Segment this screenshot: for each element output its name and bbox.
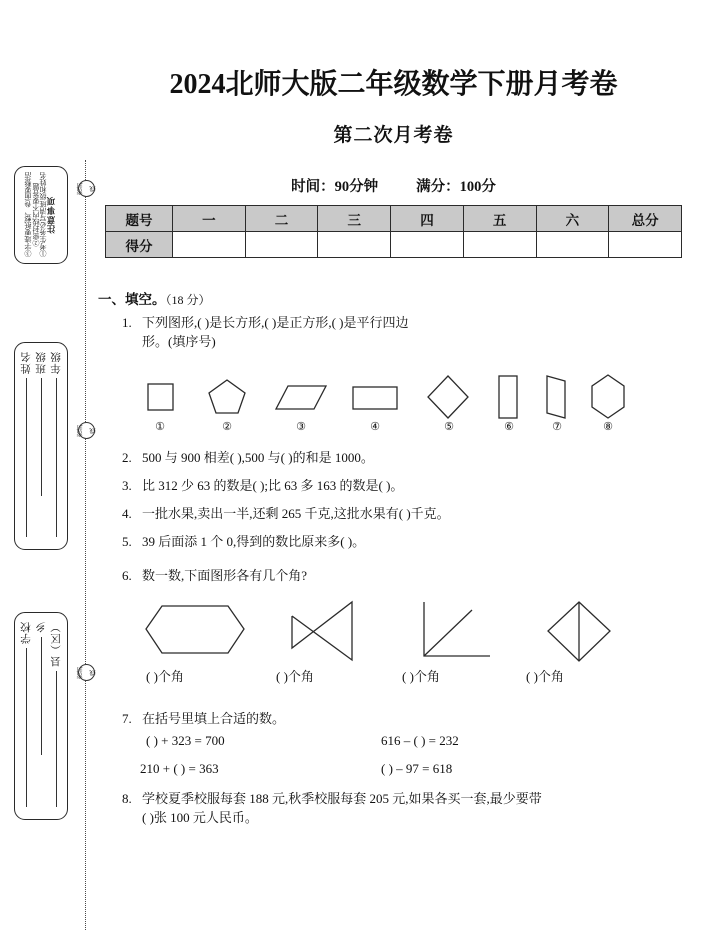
question-7-equation-2[interactable]: 616 – ( ) = 232 bbox=[381, 733, 459, 748]
question-1-shapes bbox=[96, 372, 691, 433]
question-3-number: 3. bbox=[122, 478, 132, 493]
shape-parallelogram bbox=[274, 382, 328, 414]
score-cell-5[interactable] bbox=[463, 232, 536, 258]
question-5-text: 39 后面添 1 个 0,得到的数比原来多( )。 bbox=[142, 534, 366, 549]
question-6-answer-1[interactable]: ( )个角 bbox=[146, 669, 184, 684]
shape-label-4: ④ bbox=[370, 421, 380, 433]
question-7 bbox=[122, 709, 285, 728]
time-label: 时间：90分钟 bbox=[291, 179, 379, 195]
score-cell-1[interactable] bbox=[173, 232, 246, 258]
field-school-line bbox=[26, 648, 27, 807]
notice-title: 注意事项 bbox=[46, 196, 56, 234]
shape-bowtie-triangles bbox=[286, 598, 358, 664]
score-table-col-6: 六 bbox=[536, 206, 609, 232]
score-table-col-total: 总分 bbox=[609, 206, 682, 232]
question-1 bbox=[122, 313, 707, 351]
field-school[interactable] bbox=[19, 621, 34, 811]
student-info-box-top bbox=[14, 342, 68, 550]
seal-marker-1-text: 密封线 bbox=[76, 182, 97, 195]
shape-square bbox=[142, 378, 178, 418]
question-5-number: 5. bbox=[122, 534, 132, 549]
seal-marker-1 bbox=[78, 180, 95, 197]
exam-meta bbox=[96, 175, 691, 196]
question-1-line2: 形。(填序号) bbox=[142, 334, 216, 349]
shape-rectangle bbox=[350, 382, 400, 414]
question-3 bbox=[122, 476, 403, 495]
question-7-equation-3[interactable]: 210 + ( ) = 363 bbox=[140, 761, 219, 776]
shape-label-5: ⑤ bbox=[444, 421, 454, 433]
question-8-line2[interactable]: ( )张 100 元人民币。 bbox=[142, 810, 258, 825]
question-7-equation-4[interactable]: ( ) – 97 = 618 bbox=[381, 761, 453, 776]
field-county[interactable] bbox=[49, 621, 64, 811]
table-row-scores bbox=[106, 232, 682, 258]
notice-item-1: ①考生务必写清班级和姓名 bbox=[39, 172, 48, 258]
question-6-shapes bbox=[96, 598, 691, 684]
question-4 bbox=[122, 504, 450, 523]
field-county-label: 县（区） bbox=[50, 621, 62, 667]
field-name-label: 姓名 bbox=[20, 351, 32, 374]
question-7-number: 7. bbox=[122, 711, 132, 726]
question-3-text: 比 312 少 63 的数是( );比 63 多 163 的数是( )。 bbox=[142, 478, 404, 493]
question-8-number: 8. bbox=[122, 791, 132, 806]
field-township-label: 乡 bbox=[35, 621, 47, 633]
score-table-col-1: 一 bbox=[173, 206, 246, 232]
score-cell-3[interactable] bbox=[318, 232, 391, 258]
page-title: 2024北师大版二年级数学下册月考卷 bbox=[169, 69, 618, 100]
question-6-text: 数一数,下面图形各有几个角? bbox=[142, 568, 308, 583]
seal-marker-2-text: 密封线 bbox=[76, 424, 97, 437]
page-subtitle: 第二次月考卷 bbox=[333, 125, 454, 146]
question-5 bbox=[122, 532, 365, 551]
question-1-number: 1. bbox=[122, 315, 132, 330]
field-class-line bbox=[41, 378, 42, 496]
score-table-col-4: 四 bbox=[391, 206, 464, 232]
question-4-text: 一批水果,卖出一半,还剩 265 千克,这批水果有( )千克。 bbox=[142, 506, 450, 521]
sealing-dotted-line bbox=[85, 160, 86, 930]
section-heading bbox=[98, 288, 211, 308]
shape-narrow-parallelogram bbox=[543, 374, 571, 420]
shape-hexagon-wide bbox=[144, 598, 246, 660]
field-township-line bbox=[41, 637, 42, 755]
score-cell-6[interactable] bbox=[536, 232, 609, 258]
score-cell-4[interactable] bbox=[391, 232, 464, 258]
score-table-col-3: 三 bbox=[318, 206, 391, 232]
question-2-text: 500 与 900 相差( ),500 与( )的和是 1000。 bbox=[142, 450, 374, 465]
question-2 bbox=[122, 448, 374, 467]
score-table-row-label-2: 得分 bbox=[106, 232, 173, 258]
field-grade-line bbox=[56, 378, 57, 537]
shape-label-2: ② bbox=[222, 421, 232, 433]
score-cell-total[interactable] bbox=[609, 232, 682, 258]
question-6-answer-2[interactable]: ( )个角 bbox=[276, 669, 314, 684]
exam-content bbox=[96, 0, 715, 930]
question-2-number: 2. bbox=[122, 450, 132, 465]
field-grade-label: 年级 bbox=[50, 351, 62, 374]
question-6-number: 6. bbox=[122, 568, 132, 583]
seal-marker-3 bbox=[78, 664, 95, 681]
shape-label-3: ③ bbox=[296, 421, 306, 433]
table-row-header bbox=[106, 206, 682, 232]
shape-label-6: ⑥ bbox=[504, 421, 514, 433]
total-score-label: 满分：100分 bbox=[416, 179, 496, 195]
seal-marker-3-text: 密封线 bbox=[76, 666, 97, 679]
field-class-label: 班级 bbox=[35, 351, 47, 374]
shape-tall-rectangle bbox=[494, 374, 522, 420]
notice-item-2: ②密封线内不要答题 bbox=[31, 183, 40, 247]
shape-pentagon bbox=[206, 376, 248, 418]
question-6 bbox=[122, 566, 307, 585]
section-heading-text: 一、填空。 bbox=[98, 292, 166, 307]
field-school-label: 学校 bbox=[20, 621, 32, 644]
field-county-line bbox=[56, 671, 57, 807]
shape-label-7: ⑦ bbox=[552, 421, 562, 433]
score-table-row-label-1: 题号 bbox=[106, 206, 173, 232]
left-margin bbox=[0, 0, 96, 930]
score-table bbox=[105, 205, 682, 258]
question-6-answer-4[interactable]: ( )个角 bbox=[526, 669, 564, 684]
shape-diamond-with-bar bbox=[544, 598, 614, 666]
question-8-line1: 学校夏季校服每套 188 元,秋季校服每套 205 元,如果各买一套,最少要带 bbox=[142, 791, 542, 806]
question-8 bbox=[122, 789, 707, 827]
field-grade[interactable] bbox=[49, 351, 64, 541]
question-6-answer-3[interactable]: ( )个角 bbox=[402, 669, 440, 684]
seal-marker-2 bbox=[78, 422, 95, 439]
section-points: （18 分） bbox=[165, 293, 211, 307]
question-1-line1: 下列图形,( )是长方形,( )是正方形,( )是平行四边 bbox=[142, 315, 409, 330]
notice-item-3: ③字迹要纸整、卷面要整洁 bbox=[24, 172, 33, 258]
notice-box bbox=[14, 166, 68, 264]
field-name[interactable] bbox=[19, 351, 34, 541]
student-info-box-bottom bbox=[14, 612, 68, 820]
field-name-line bbox=[26, 378, 27, 537]
field-township[interactable] bbox=[34, 621, 49, 811]
score-table-col-2: 二 bbox=[245, 206, 318, 232]
question-4-number: 4. bbox=[122, 506, 132, 521]
shape-diamond bbox=[426, 374, 470, 420]
shape-hexagon-vertical bbox=[588, 373, 628, 421]
question-7-text: 在括号里填上合适的数。 bbox=[142, 711, 286, 726]
score-table-col-5: 五 bbox=[463, 206, 536, 232]
shape-label-1: ① bbox=[155, 421, 165, 433]
field-class[interactable] bbox=[34, 351, 49, 541]
question-7-equation-1[interactable]: ( ) + 323 = 700 bbox=[146, 733, 225, 748]
shape-right-angle-with-ray bbox=[418, 598, 498, 664]
shape-label-8: ⑧ bbox=[603, 421, 613, 433]
score-cell-2[interactable] bbox=[245, 232, 318, 258]
